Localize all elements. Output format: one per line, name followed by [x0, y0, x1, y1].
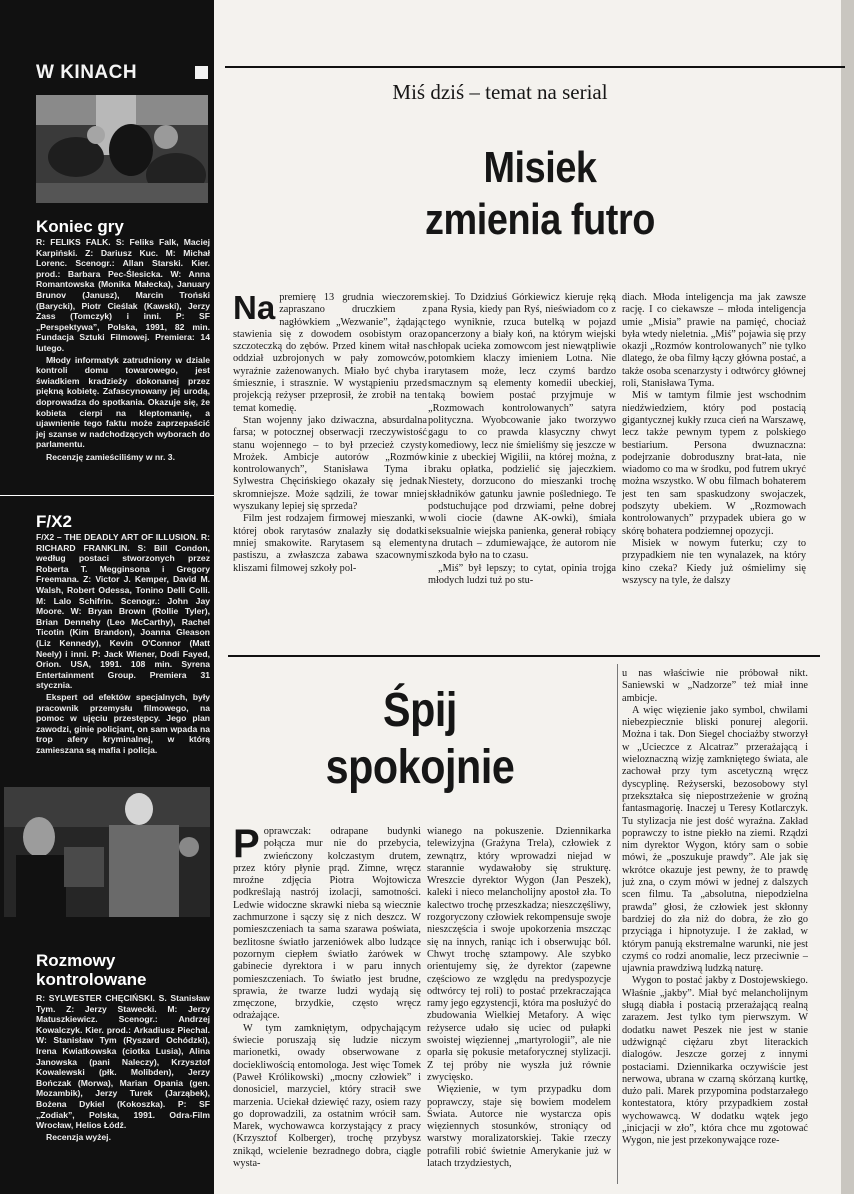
- column-divider: [617, 664, 618, 1184]
- film-title-line: kontrolowane: [36, 970, 147, 989]
- article2-column-2: [427, 826, 611, 1182]
- page-edge: [841, 0, 854, 1194]
- film-entry-rozmowy: [36, 993, 210, 1142]
- film-entry-koniec-gry: [36, 237, 210, 462]
- film-note: Recenzję zamieściliśmy w nr. 3.: [46, 451, 175, 462]
- film-photo-koniec-gry: [36, 95, 208, 203]
- article1-column-3: [622, 292, 806, 648]
- article-headline: [359, 142, 720, 246]
- paragraph: Misiek w nowym futerku; czy to przypadkiem nie ten wynalazek, na który kino czeka? Kiedy już ośmielimy się wszyscy na tyle, że dalszy: [622, 537, 806, 586]
- paragraph: Więzienie, w tym przypadku dom poprawczy, staje się bowiem modelem Świata. Autorce nie wystarcza opis więziennych stosunków, stroniący od warstwy moralizatorskiej. Takie rzeczy potrafili robić świetnie Amerykanie już w latach trzydziestych,: [427, 1084, 611, 1170]
- article1-column-1: [233, 292, 427, 648]
- film-title-fx2: F/X2: [36, 512, 72, 531]
- film-title-koniec-gry: Koniec gry: [36, 217, 124, 236]
- top-rule: [225, 66, 845, 68]
- film-credits: R: SYLWESTER CHĘCIŃSKI. S. Stanisław Tym. Z: Jerzy Stawecki. M: Jerzy Matuszkiewicz. Scenogr.: Andrzej Kowalczyk. Kier. prod.: Arkadiusz Piechal. W: Stanisław Tym (Ryszard Ochódzki), Irena Kwiatkowska (ciotka Lusia), Alina Janowska (pani Naleczy), Krzysztof Kowalewski (płk. Molibden), Jerzy Bończak (Morwa), Marian Opania (gen. Mozambik), Jerzy Turek (Jarząbek), Bożena Dykiel (Kokoszka). P: SF „Zodiak”, Polska, 1991. Odra-Film Wrocław, Helios Łódź.: [36, 993, 210, 1131]
- sidebar-header: W KINACH: [36, 62, 138, 83]
- film-note: Recenzja wyżej.: [46, 1131, 111, 1142]
- film-photo-rozmowy: [4, 787, 210, 917]
- section-marker: [195, 66, 208, 79]
- headline-line: zmienia futro: [425, 195, 655, 244]
- film-description: Ekspert od efektów specjalnych, były pracownik przemysłu filmowego, na pomoc w ujęciu przestępcy. Jego plan zawodzi, ginie policjant, on sam wpada na trop afery kryminalnej, w którą zamieszana są mafia i policja.: [36, 691, 210, 755]
- headline-line: Śpij: [383, 684, 457, 737]
- paragraph: wianego na pokuszenie. Dziennikarka telewizyjna (Grażyna Trela), człowiek z zewnątrz, który wprowadzi niejad w starannie wydawałoby się strukturę. Wreszcie dyrektor Wygon (Jan Peszek), kaleki i nieco melancholijny apostoł zła. To kalectwo trochę przeszkadza; nieszczęśliwy, rozgoryczony człowiek rekompensuje swoje nieszczęścia i swoje upokorzenia mszcząc się na innych, raniąc ich i obserwując ból. Chwyt trochę sztampowy. Ale szybko orientujemy się, że dyrektor (zapewne częściowo ze względu na predyspozycje odtwórcy tej roli) to postać przekraczająca ramy jego egzystencji, która ma posłużyć do zbudowania Wielkiej Metafory. A więc reżyserce udało się uciec od pułapki swoistej więziennej „martyrologii”, ale nie oparła się pokusie metaforycznej stylizacji. Z tej próby nie wyszła już równie zwycięsko.: [427, 826, 611, 1083]
- paragraph: Wygon to postać jakby z Dostojewskiego. Właśnie „jakby”. Miał być melancholijnym sługą diabła i postacią przerażającą realną zarazem. Jest tylko tym pierwszym. W dodatku nawet Peszek nie jest w stanie udźwignąć ciężaru zbyt literackich dialogów. Jeszcze gorzej z innymi postaciami. Dziennikarka oczywiście jest nerwowa, ubrana w czarną skórzaną kurtkę, dużo pali. Marek przypomina podstarzałego kontestatora, który przypadkiem został wychowawcą. W dodatku wątek jego „inicjacji w zło”, która chce mu zgotować Wygon, nie jest przekonywające roze-: [622, 975, 808, 1147]
- paragraph: skiej. To Dzidziuś Górkiewicz kieruje ręką pana Rysia, kiedy pan Ryś, nieświadom co z tego wyniknie, rzuca butelką w pojazd opancerzony a biały koń, na którym wiejski chłopak ucieka zomowcom jest niewątpliwie potomkiem klaczy imieniem Lotna. Nie rarytasem może, lecz czymś bardzo smacznym są elementy komedii ubeckiej, taką bowiem postać przyjmuje w „Rozmowach kontrolowanych” satyra polityczna. Wyobcowanie jako tworzywo gagu to co prawda klasyczny chwyt komediowy, lecz nie śmieliśmy się jeszcze w kinie z ubeckiej Wigilii, na której można, z braku opłatka, podzielić się jajeczkiem. Niestety, dorzucono do mieszanki trochę składników gatunku jawnie pośledniego. Te podstuchujące pod drzwiami, pełne dobrej woli ciocie (dawne AK-owki), śmiała seksualnie wiejska panienka, generał robiący na drutach – zdumiewające, że autorom nie szkoda było na to czasu.: [428, 292, 616, 562]
- drop-cap: P: [233, 826, 260, 866]
- paragraph: premierę 13 grudnia wieczorem zapraszano druczkiem z nagłówkiem „Wezwanie”, żądając stawienia się z dowodem osobistym oraz szczoteczką do zębów. Przed kinem witał nas oddział uzbrojonych w pały zomowców, wyraźnie zażenowanych. Miało być chyba i śmiesznie, i strasznie. W wystąpieniu przed projekcją reżyser przeprosił, że zrobił na ten temat komedię.: [233, 292, 427, 414]
- film-description: Młody informatyk zatrudniony w dziale kontroli domu towarowego, jest świadkiem kradzieży dokonanej przez piękną kobietę. Zafascynowany jej urodą, doprowadza do spotkania. Okazuje się, że kobieta cierpi na kleptomanię, a ujawnienie tego faktu może zaprzepaścić jej szanse w nadchodzących wyborach do parlamentu.: [36, 354, 210, 450]
- paragraph: A więc więzienie jako symbol, chwilami niebezpiecznie bliski ponurej alegorii. Można i tak. Don Siegel chociażby stworzył w „Ucieczce z Alcatraz” przerażającą i wieloznaczną wizję zamkniętego świata, ale zachował przy tym ascetyczną wręcz dyscyplinę. Reżyserski, bezosobowy styl przekształca się niepostrzeżenie w groźną fantasmagorię. Inaczej u Teresy Kotlarczyk. Tu stylizacja nie jest dość wyraźna. Zakład poprawczy to istne piekło na ziemi. Rządzi nim dyrektor Wygon, który sam o sobie mówi, że „poszukuje prawdy”. Ale jak się wkrótce okazuje jest pewny, że to prawdę już zna, o czym mówi w jednej z dalszych scen filmu. Ta „absolutna, niepodzielna prawda” głosi, że człowiek jest skłonny bardziej do zła niż do dobra, że zło go przyciąga i hipnotyzuje. I że zakład, w którym panują ekstremalne warunki, nie jest czymś co rodzi anomalie, lecz przeciwnie – ujawnia prawdziwą ludzką naturę.: [622, 704, 808, 975]
- article2-column-3: [622, 668, 808, 1184]
- film-title-rozmowy: [36, 951, 147, 989]
- paragraph: u nas właściwie nie próbował nikt. Saniewski w „Nadzorze” też miał inne ambicje.: [622, 668, 808, 704]
- paragraph: Stan wojenny jako dziwaczna, absurdalna farsa; w potocznej obserwacji rzeczywistość stanu wojennego – to był przecież czysty Mrożek. Ambicje autorów „Rozmów kontrolowanych”, Stanisława Tyma i Sylwestra Chęcińskiego okazały się jednak skromniejsze. Może sądzili, że towar mniej wyszukany lepiej się sprzeda?: [233, 414, 427, 513]
- article-kicker: Miś dziś – temat na serial: [392, 80, 608, 104]
- sidebar-divider: [0, 495, 214, 496]
- headline-line: spokojnie: [325, 741, 515, 794]
- photo-koniec-gry-image: [36, 95, 208, 203]
- article2-column-1: [233, 826, 421, 1182]
- article-headline: [253, 682, 587, 796]
- film-credits: F/X2 – THE DEADLY ART OF ILLUSION. R: RICHARD FRANKLIN. S: Bill Condon, według postaci stworzonych przez Roberta T. Megginsona i Gregory Freemana. Z: Victor J. Kemper, David M. Walsh, Robert Odessa, Tonino Delli Colli. M: Lalo Schifrin. Scenogr.: John Jay Moore. W: Bryan Brown (Rollie Tyler), Brian Dennehy (Leo McCarthy), Rachel Ticotin (Kim Brandon), Joanna Gleason (Liz Kennedy), Kevin O'Connor (Matt Neely) i inni. P: Jack Wiener, Dodi Fayed, Orion. USA, 1991. 108 min. Syrena Entertainment Group. Premiera 31 stycznia.: [36, 532, 210, 691]
- article1-column-2: [428, 292, 616, 648]
- film-entry-fx2: [36, 532, 210, 755]
- drop-cap: Na: [233, 292, 276, 326]
- paragraph: W tym zamkniętym, odpychającym świecie poruszają się ludzie niczym marionetki, owady obserwowane z dociekliwością entomologa. Jest więc Tomek (Paweł Królikowski) „mocny człowiek” i donosiciel, marzyciel, który stracił swe marzenia. Uciekał dziewięć razy, osiem razy go doprowadzili, za ostatnim wrócił sam. Marek, wychowawca korzystający z pracy (Krzysztof Kolberger), trochę przybysz znikąd, wcielenie bezradnego dobra, ciągle wysta-: [233, 1022, 421, 1170]
- paragraph: diach. Młoda inteligencja ma jak zawsze rację. I co ciekawsze – młoda inteligencja umie „Misia” prawie na pamięć, chociaż była wtedy nieletnia. „Miś” pojawia się przy okazji „Rozmów kontrolowanych” nie tylko dlatego, że oba filmy łączy główna postać, a także osoba scenarzysty i odtwórcy głównej roli, Stanisława Tyma.: [622, 292, 806, 390]
- paragraph: „Miś” był lepszy; to cytat, opinia trojga młodych ludzi tuż po stu-: [428, 562, 616, 586]
- film-credits: R: FELIKS FALK. S: Feliks Falk, Maciej Karpiński. Z: Dariusz Kuc. M: Michał Lorenc. Scenogr.: Allan Starski. Kier. prod.: Barbara Pec-Ślesicka. W: Anna Romantowska (Monika Małecka), January Brunov (Janusz), Marcin Troński (Barycki), Piotr Cieślak (Kawski), Jerzy Zass (Tomczyk) i inni. P: SF „Perspektywa”, Polska, 1991, 82 min. Fundacja Sztuki Filmowej. Premiera: 14 lutego.: [36, 237, 210, 353]
- paragraph: Film jest rodzajem firmowej mieszanki, w której obok rarytasów znalazły się dodatki mniej smakowite. Rarytasem są elementy pastiszu, a zwłaszcza zabawa szacownymi kliszami filmowej szkoły pol-: [233, 513, 427, 574]
- paragraph: Miś w tamtym filmie jest wschodnim niedźwiedziem, który pod postacią gigantycznej kukły rzuca cień na Warszawę, lecz także pewnym typem z polskiego bestiarium. Persona dwuznaczna: podejrzanie dobroduszny brat-łata, nie wiadomo co ma w środku, pod futrem ukryć można wszystko. W obu filmach bohaterem jest ten sam spaskudzony swojaczek, podszyty ubekiem. W „Rozmowach kontrolowanych” przypadek ubiera go w skórę bohatera podziemnej opozycji.: [622, 390, 806, 537]
- photo-rozmowy-image: [4, 787, 210, 917]
- film-title-line: Rozmowy: [36, 951, 116, 970]
- paragraph: oprawczak: odrapane budynki połącza mur nie do przebycia, zwieńczony kolczastym drutem, przez który płynie prąd. Zimne, wręcz mroźne zdjęcia Piotra Wojtowicza podkreślają nastrój izolacji, samotności. Ledwie widoczne skrawki nieba są wiecznie zachmurzone i sączy się z nich deszcz. W pomieszczeniach ta sama szarawa poświata, bezlitosne światło jarzeniówek albo ludzące pozornym ciepłem światło żarówek w gabinecie dyrektora i w paru innych pomieszczeniach. To światło jest brudne, sprawia, że twarze ludzi wydają się zmęczone, brzydkie, często wręcz odrażające.: [233, 826, 421, 1022]
- section-rule: [228, 655, 820, 657]
- headline-line: Misiek: [483, 143, 597, 192]
